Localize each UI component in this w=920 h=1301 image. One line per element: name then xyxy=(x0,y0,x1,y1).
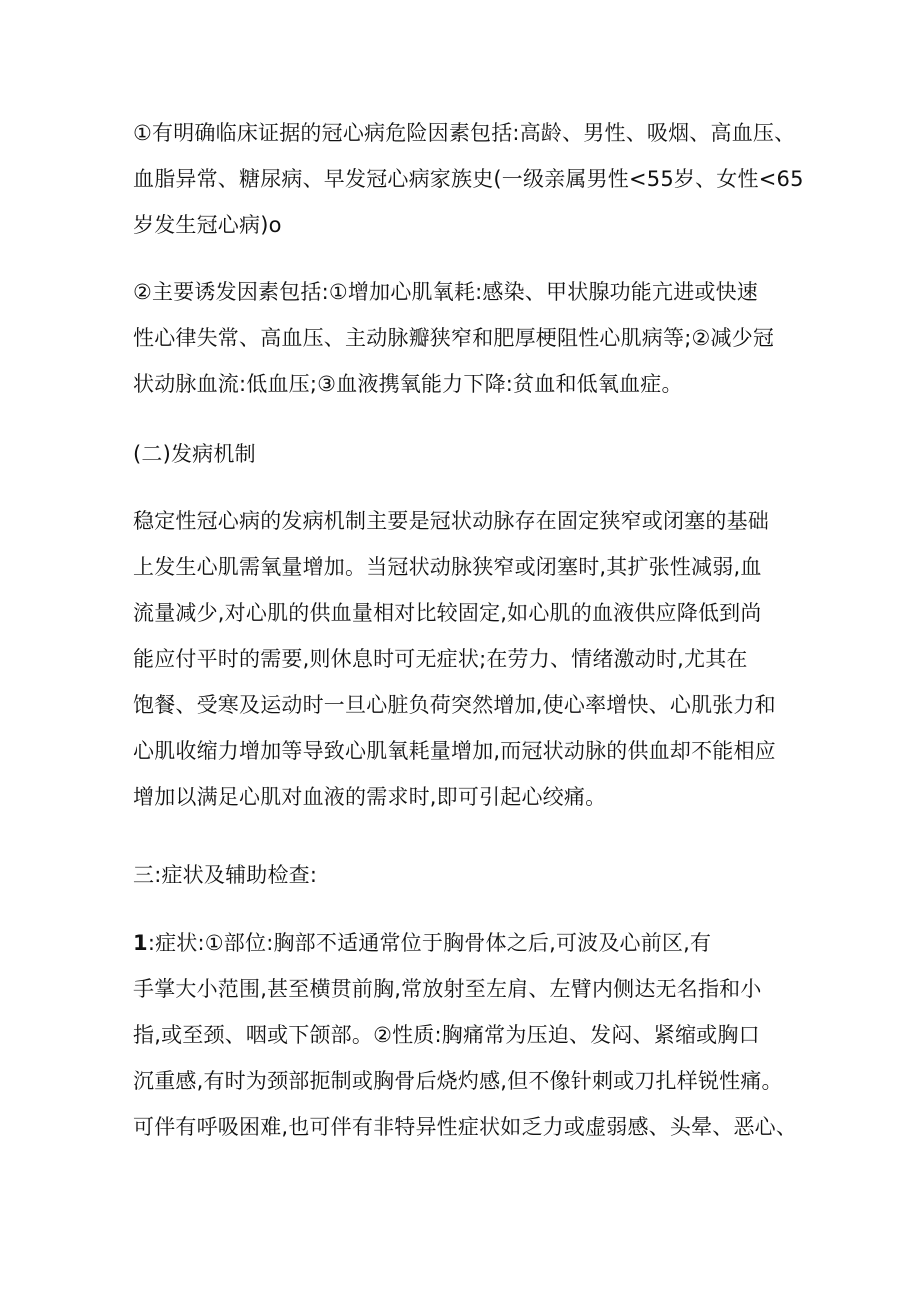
text-line: 可伴有呼吸困难,也可伴有非特异性症状如乏力或虚弱感、头晕、恶心、 xyxy=(133,1115,798,1139)
text-line: ①有明确临床证据的冠心病危险因素包括:高龄、男性、吸烟、高血压、 xyxy=(133,121,796,145)
paragraph-risk-factors xyxy=(133,110,803,248)
text-segment: :症状:①部位:胸部不适通常位于胸骨体之后,可波及心前区,有 xyxy=(147,931,712,955)
paragraph-pathogenesis xyxy=(133,498,803,820)
section-heading-pathogenesis xyxy=(133,431,803,477)
text-line: 流量减少,对心肌的供血量相对比较固定,如心肌的血液供应降低到尚 xyxy=(133,601,762,625)
text-line: 心肌收缩力增加等导致心肌氧耗量增加,而冠状动脉的供血却不能相应 xyxy=(133,739,776,763)
paragraph-triggers xyxy=(133,269,803,407)
text-line: 指,或至颈、咽或下颌部。②性质:胸痛常为压迫、发闷、紧缩或胸口 xyxy=(133,1023,760,1047)
text-line xyxy=(133,920,803,966)
text-line: 手掌大小范围,甚至横贯前胸,常放射至左肩、左臂内侧达无名指和小 xyxy=(133,977,762,1001)
text-line: 增加以满足心肌对血液的需求时,即可引起心绞痛。 xyxy=(133,785,607,809)
text-line: 性心律失常、高血压、主动脉瓣狭窄和肥厚梗阻性心肌病等;②减少冠 xyxy=(133,326,775,350)
text-line: 沉重感,有时为颈部扼制或胸骨后烧灼感,但不像针刺或刀扎样锐性痛。 xyxy=(133,1069,783,1093)
text-line: 能应付平时的需要,则休息时可无症状;在劳力、情绪激动时,尤其在 xyxy=(133,647,748,671)
text-line: 上发生心肌需氧量增加。当冠状动脉狭窄或闭塞时,其扩张性减弱,血 xyxy=(133,555,762,579)
text-line: 状动脉血流:低血压;③血液携氧能力下降:贫血和低氧血症。 xyxy=(133,372,683,396)
text-line: ②主要诱发因素包括:①增加心肌氧耗:感染、甲状腺功能亢进或快速 xyxy=(133,280,759,304)
section-title: 三:症状及辅助检查: xyxy=(133,863,318,887)
text-line: 饱餐、受寒及运动时一旦心脏负荷突然增加,使心率增快、心肌张力和 xyxy=(133,693,776,717)
paragraph-symptoms xyxy=(133,920,803,1150)
text-line: 岁发生冠心病)o xyxy=(133,213,282,237)
list-number: 1 xyxy=(133,931,148,955)
text-line: 稳定性冠心病的发病机制主要是冠状动脉存在固定狭窄或闭塞的基础 xyxy=(133,509,769,533)
section-heading-symptoms xyxy=(133,852,803,898)
section-title: (二)发病机制 xyxy=(133,442,256,466)
text-line: 血脂异常、糖尿病、早发冠心病家族史(一级亲属男性<55岁、女性<65 xyxy=(133,167,804,191)
